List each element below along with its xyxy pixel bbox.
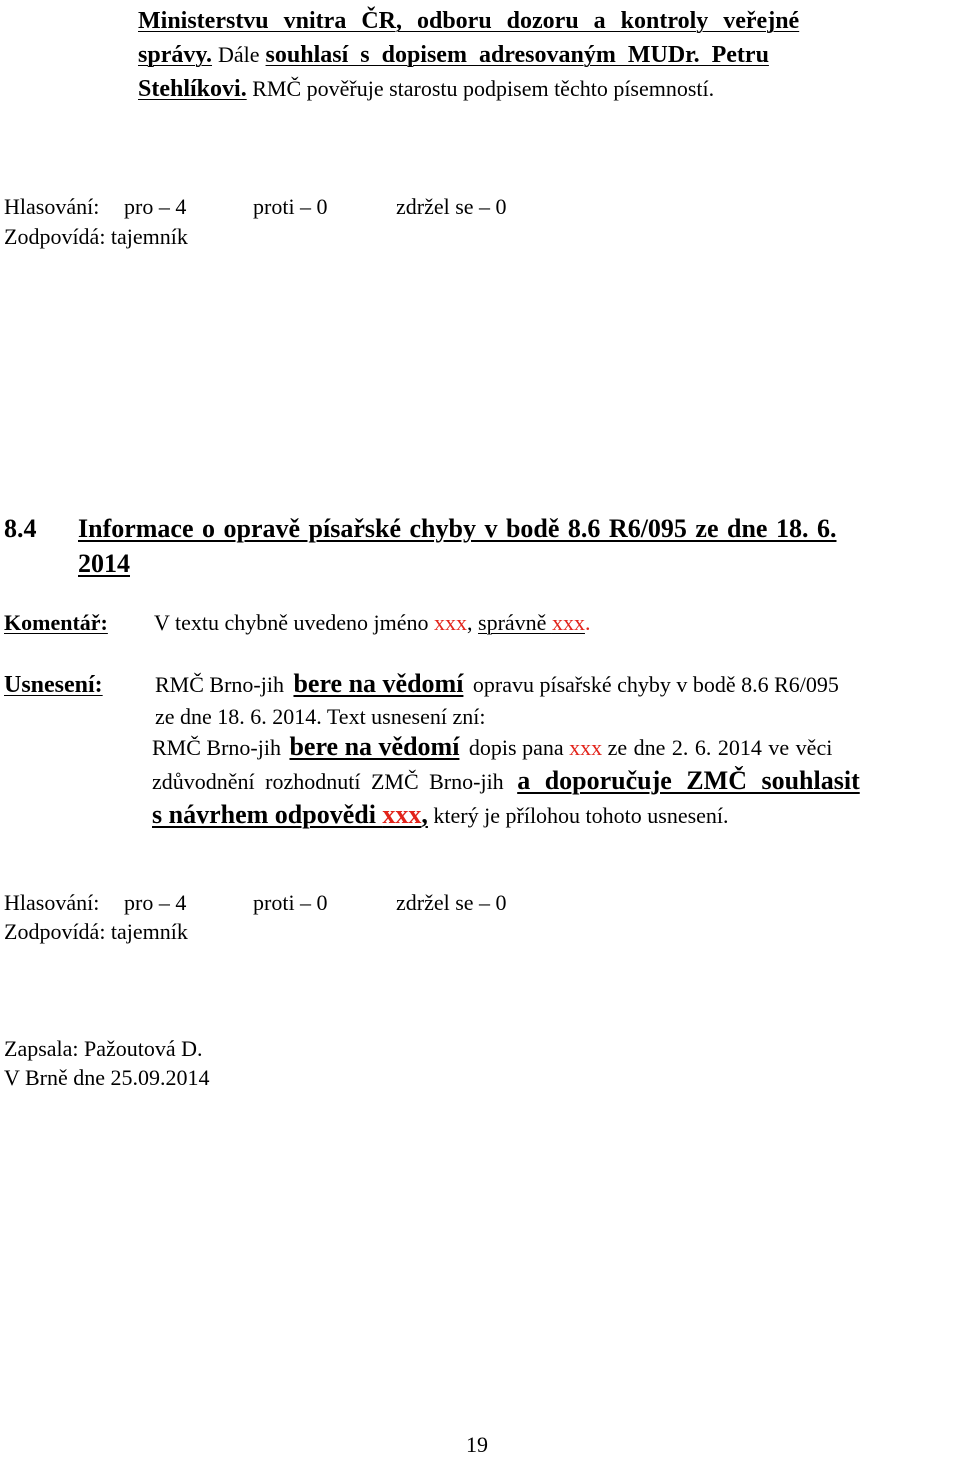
vote1-zdrzel: zdržel se – 0 xyxy=(396,194,507,219)
res-l5-xxx: xxx xyxy=(382,800,422,829)
res-l1-rest: opravu písařské chyby v bodě 8.6 R6/095 xyxy=(472,672,839,697)
vote2-proti: proti – 0 xyxy=(253,890,328,915)
vote2-label: Hlasování: xyxy=(4,890,100,915)
comment-label: Komentář: xyxy=(4,610,108,635)
comment-name2: xxx xyxy=(551,610,585,635)
resolution-line-1 xyxy=(155,671,839,698)
comment-text xyxy=(154,610,590,636)
resolution-label: Usnesení: xyxy=(4,672,103,698)
res-l4-a: zdůvodnění rozhodnutí ZMČ Brno-jih xyxy=(152,769,504,794)
section-title-line-1: Informace o opravě písařské chyby v bodě 8.6 R6/095 ze dne 18. 6. xyxy=(78,514,837,543)
res-l5-rest: který je přílohou tohoto usnesení. xyxy=(427,803,729,828)
resolution-line-5 xyxy=(152,802,729,829)
comment-text-b: , xyxy=(467,610,479,635)
resolution-line-2: ze dne 18. 6. 2014. Text usnesení zní: xyxy=(155,704,486,729)
intro-line-1: Ministerstvu vnitra ČR, odboru dozoru a kontroly veřejné xyxy=(138,8,800,34)
res-l3-bere: bere na vědomí xyxy=(289,732,460,761)
intro-povÄ›Å™uje: RMČ pověřuje starostu podpisem těchto písemností. xyxy=(252,76,715,101)
res-l3-dopis: dopis pana xyxy=(468,735,564,760)
vote1-label: Hlasování: xyxy=(4,194,100,219)
intro-stehlikovi: Stehlíkovi. xyxy=(138,76,247,102)
vote2-pro: pro – 4 xyxy=(124,890,187,915)
intro-line-2 xyxy=(138,42,956,68)
comment-name1: xxx xyxy=(434,610,468,635)
intro-dale: Dále xyxy=(218,42,260,67)
comment-text-a: V textu chybně uvedeno jméno xyxy=(154,610,435,635)
vote2-responsible: Zodpovídá: tajemník xyxy=(4,919,188,944)
intro-sprava: správy. xyxy=(138,42,213,68)
page-number: 19 xyxy=(466,1432,488,1457)
footer-date: V Brně dne 25.09.2014 xyxy=(4,1065,210,1090)
resolution-line-4 xyxy=(152,768,860,795)
comment-correct: správně xxx xyxy=(478,610,585,635)
section-number: 8.4 xyxy=(4,514,37,543)
recorded-by: Zapsala: Pažoutová D. xyxy=(4,1036,203,1061)
res-l3-rmc: RMČ Brno-jih xyxy=(152,735,281,760)
intro-souhlasi: souhlasí s dopisem adresovaným MUDr. Petru xyxy=(265,42,769,68)
resolution-line-3 xyxy=(152,734,832,761)
intro-line-3 xyxy=(138,76,714,102)
res-l3-rest: ze dne 2. 6. 2014 ve věci xyxy=(607,735,833,760)
vote1-responsible: Zodpovídá: tajemník xyxy=(4,224,188,249)
res-l1-rmc: RMČ Brno-jih xyxy=(155,672,284,697)
vote1-pro: pro – 4 xyxy=(124,194,187,219)
section-title-line-2: 2014 xyxy=(78,549,130,578)
res-l4-doporucuje: a doporučuje ZMČ souhlasit xyxy=(517,766,860,795)
vote1-proti: proti – 0 xyxy=(253,194,328,219)
res-l1-bere: bere na vědomí xyxy=(293,669,464,698)
comment-text-c: . xyxy=(584,610,591,635)
vote2-zdrzel: zdržel se – 0 xyxy=(396,890,507,915)
res-l3-xxx: xxx xyxy=(569,735,603,760)
res-l5-navrhem: s návrhem odpovědi xxx, xyxy=(152,800,428,829)
